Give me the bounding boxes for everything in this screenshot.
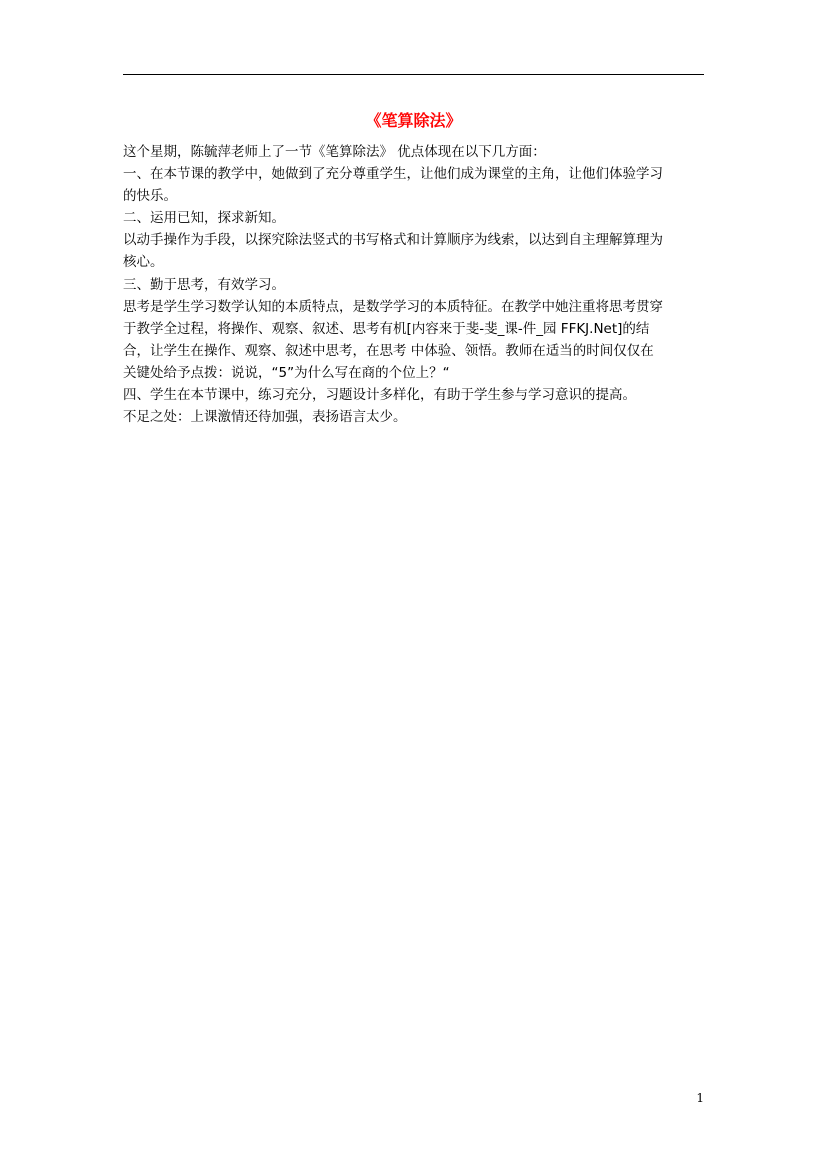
body-line: 核心。 xyxy=(123,254,164,271)
body-line: 三、勤于思考，有效学习。 xyxy=(123,276,285,293)
page-number: 1 xyxy=(696,1091,704,1105)
body-line: 思考是学生学习数学认知的本质特点，是数学学习的本质特征。在教学中她注重将思考贯穿 xyxy=(123,298,663,315)
header-rule xyxy=(123,74,704,75)
body-line: 不足之处：上课激情还待加强，表扬语言太少。 xyxy=(123,409,407,426)
body-line: 一、在本节课的教学中，她做到了充分尊重学生，让他们成为课堂的主角，让他们体验学习 xyxy=(123,166,663,183)
body-line: 合，让学生在操作、观察、叙述中思考，在思考 中体验、领悟。教师在适当的时间仅仅在 xyxy=(123,342,654,359)
body-line: 这个星期，陈毓萍老师上了一节《笔算除法》 优点体现在以下几方面： xyxy=(123,144,546,160)
body-line: 的快乐。 xyxy=(123,188,177,205)
body-line: 二、运用已知，探求新知。 xyxy=(123,210,285,227)
body-line: 以动手操作为手段，以探究除法竖式的书写格式和计算顺序为线索，以达到自主理解算理为 xyxy=(123,232,663,249)
body-line: 关键处给予点拨：说说，“5”为什么写在商的个位上？“ xyxy=(123,364,450,381)
document-body xyxy=(123,141,708,428)
body-line: 四、学生在本节课中，练习充分，习题设计多样化，有助于学生参与学习意识的提高。 xyxy=(123,387,636,404)
body-line: 于教学全过程，将操作、观察、叙述、思考有机[内容来于斐-斐_课-件_园 FFKJ.Net]的结 xyxy=(123,320,650,337)
document-title: 《笔算除法》 xyxy=(365,111,462,130)
